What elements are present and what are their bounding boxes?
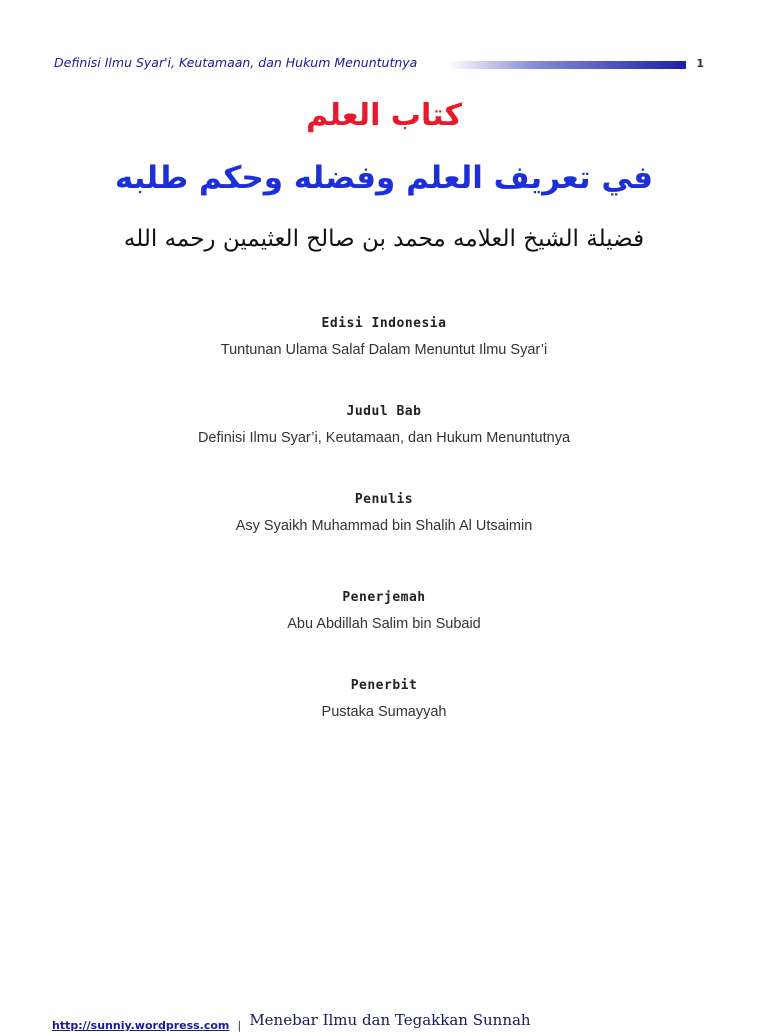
footer-slogan: Menebar Ilmu dan Tegakkan Sunnah bbox=[249, 1011, 531, 1029]
author-line: فضيلة الشيخ العلامه محمد بن صالح العثيمين رحمه الله bbox=[123, 226, 645, 252]
field-value-author: Asy Syaikh Muhammad bin Shalih Al Utsaimin bbox=[235, 518, 533, 534]
field-value-chapter: Definisi Ilmu Syar’i, Keutamaan, dan Hukum Menuntutnya bbox=[197, 430, 571, 446]
footer-url-link[interactable]: http://sunniy.wordpress.com bbox=[52, 1019, 230, 1032]
book-subtitle: في تعريف العلم وفضله وحكم طلبه bbox=[114, 160, 654, 196]
page-number: 1 bbox=[696, 57, 704, 70]
page-footer bbox=[52, 1004, 716, 1032]
page-header bbox=[52, 52, 716, 78]
field-label-translator: Penerjemah bbox=[342, 590, 426, 605]
header-title: Definisi Ilmu Syar'i, Keutamaan, dan Hukum Menuntutnya bbox=[54, 55, 418, 70]
field-label-publisher: Penerbit bbox=[350, 678, 418, 693]
book-title: كتاب العلم bbox=[306, 98, 462, 133]
field-value-edition: Tuntunan Ulama Salaf Dalam Menuntut Ilmu Syar’i bbox=[220, 342, 548, 358]
footer-separator: | bbox=[237, 1019, 242, 1032]
field-value-translator: Abu Abdillah Salim bin Subaid bbox=[287, 616, 481, 632]
field-label-edition: Edisi Indonesia bbox=[321, 316, 447, 331]
header-gradient-bar bbox=[448, 61, 686, 69]
field-label-author: Penulis bbox=[354, 492, 414, 507]
field-label-chapter: Judul Bab bbox=[346, 404, 422, 419]
field-value-publisher: Pustaka Sumayyah bbox=[321, 704, 447, 720]
